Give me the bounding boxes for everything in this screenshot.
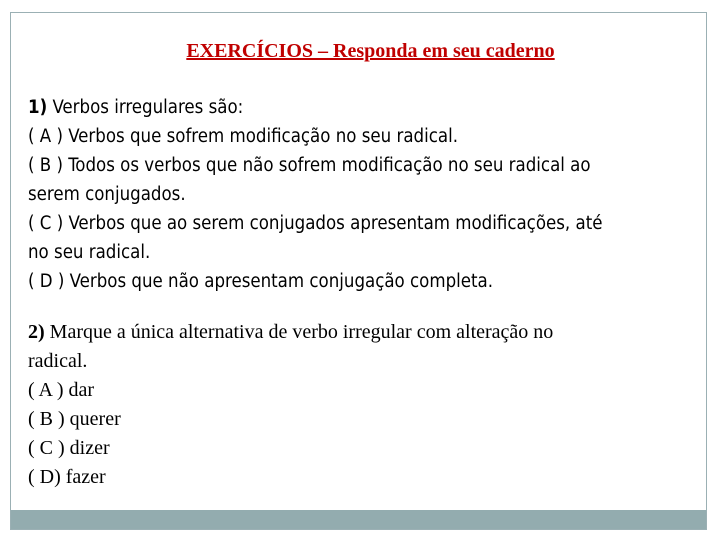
question-2-option-a: ( A ) dar [28,379,95,401]
footer-bar [11,510,706,529]
question-1-option-d: ( D ) Verbos que não apresentam conjugação completa. [28,271,494,292]
exercise-content [28,93,688,492]
question-1-prompt-line [28,93,688,122]
question-2-number: 2) [28,321,45,343]
question-2-option-c: ( C ) dizer [28,437,110,459]
question-1-option-a: ( A ) Verbos que sofrem modificação no seu radical. [28,126,458,147]
question-2-option-d: ( D) fazer [28,466,106,488]
question-1-number: 1) [28,97,48,118]
slide [10,12,707,530]
question-1-option-c: ( C ) Verbos que ao serem conjugados apresentam modificações, até [28,213,603,234]
question-1-prompt: Verbos irregulares são: [52,97,244,118]
question-2-option-b: ( B ) querer [28,408,121,430]
question-1-option-b: ( B ) Todos os verbos que não sofrem modificação no seu radical ao [28,155,591,176]
question-1-option-c-continued: no seu radical. [28,242,151,263]
question-1-option-b-continued: serem conjugados. [28,184,186,205]
question-2 [28,318,688,492]
question-2-prompt-continued: radical. [28,350,88,372]
page-title: EXERCÍCIOS – Responda em seu caderno [186,40,555,62]
question-2-prompt: Marque a única alternativa de verbo irregular com alteração no [49,321,554,343]
question-2-prompt-line [28,318,688,347]
question-1 [28,93,688,296]
